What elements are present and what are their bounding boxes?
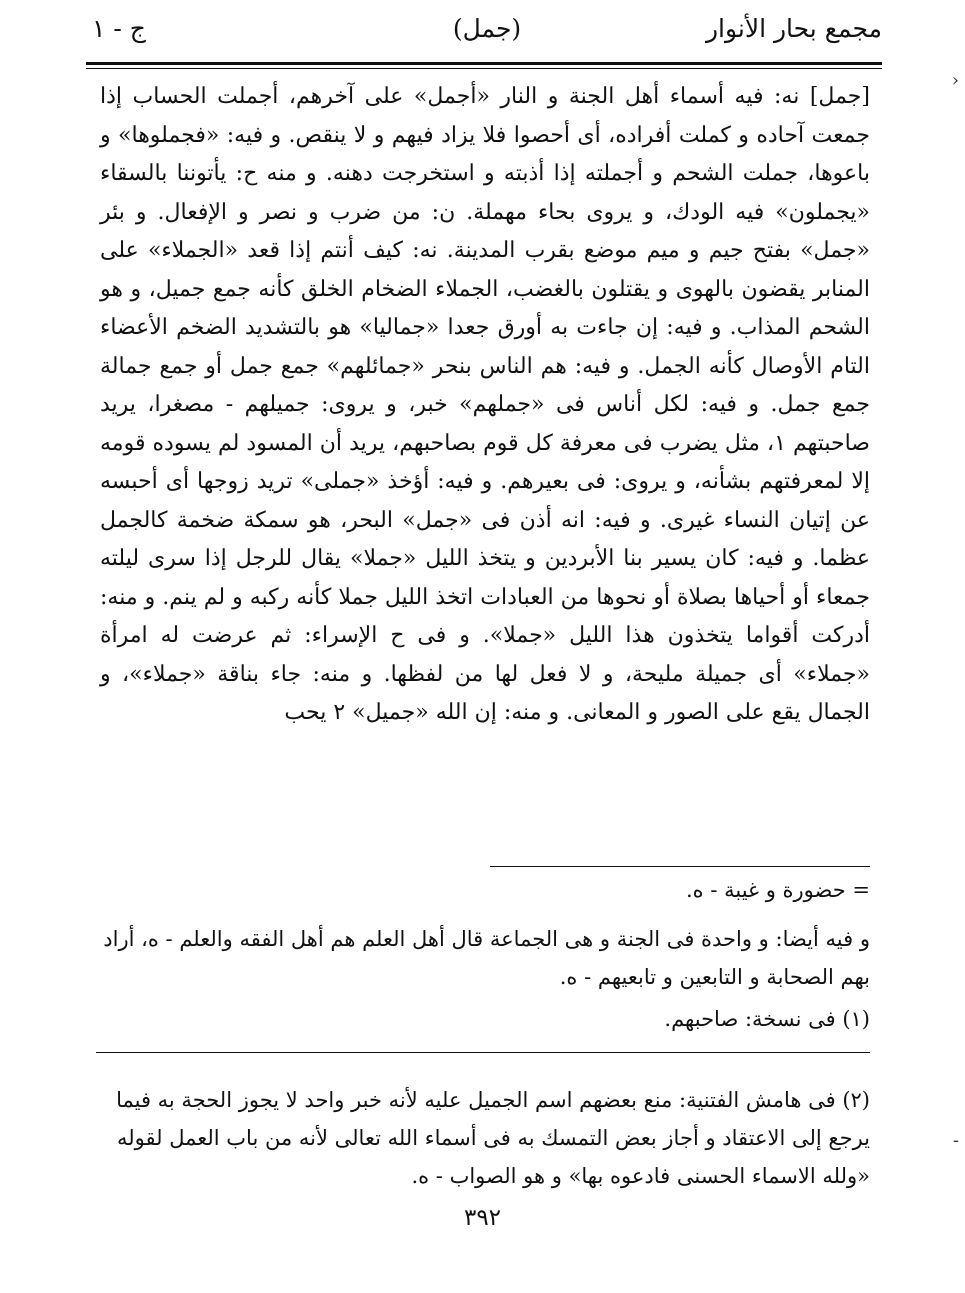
book-title: مجمع بحار الأنوار [705, 14, 882, 43]
main-text [100, 78, 870, 733]
footnote-1: (١) فى نسخة: صاحبهم. [664, 1007, 870, 1031]
footnote-rule [96, 1052, 870, 1053]
notes-top [100, 920, 870, 1042]
continuation-rule [490, 866, 870, 867]
footnote-2: (٢) فى هامش الفتنية: منع بعضهم اسم الجميل عليه لأنه خبر واحد لا يجوز الحجة به فيما يرجع إلى الاعتقاد و أجاز بعض التمسك به فى أسماء الله تعالى لأنه من باب العمل لقوله «ولله الاسماء الحسنى فادعوه بها» و هو الصواب - ه. [116, 1088, 870, 1188]
volume-number: ج - ١ [92, 14, 146, 43]
running-header [92, 14, 882, 54]
margin-mark: - [952, 1130, 959, 1151]
notes-bottom [100, 1060, 870, 1216]
main-paragraph: [جمل] نه: فيه أسماء أهل الجنة و النار «أجمل» على آخرهم، أجملت الحساب إذا جمعت آحاده و كملت أفراده، أى أحصوا فلا يزاد فيهم و لا ينقص. و فيه: «فجملوها» و باعوها، جملت الشحم و أجملته إذا أذبته و استخرجت دهنه. و منه ح: يأتوننا بالسقاء «يجملون» فيه الودك، و يروى بحاء مهملة. ن: من ضرب و نصر و الإفعال. و بئر «جمل» بفتح جيم و ميم موضع بقرب المدينة. نه: كيف أنتم إذا قعد «الجملاء» على المنابر يقضون بالهوى و يقتلون بالغضب، الجملاء الضخام الخلق كأنه جمع جميل، و هو الشحم المذاب. و فيه: إن جاءت به أورق جعدا «جماليا» هو بالتشديد الضخم الأعضاء التام الأوصال كأنه الجمل. و فيه: هم الناس بنحر «جمائلهم» جمع جمل أو جمع جمالة جمع جمل. و فيه: لكل أناس فى «جملهم» خبر، و يروى: جميلهم - مصغرا، يريد صاحبتهم ١، مثل يضرب فى معرفة كل قوم بصاحبهم، يريد أن المسود لم يسوده قومه إلا لمعرفتهم بشأنه، و يروى: فى بعيرهم. و فيه: أؤخذ «جملى» تريد زوجها أى أحبسه عن إتيان النساء غيرى. و فيه: انه أذن فى «جمل» البحر، هو سمكة ضخمة كالجمل عظما. و فيه: كان يسير بنا الأبردين و يتخذ الليل «جملا» يقال للرجل إذا سرى ليلته جمعاء أو أحياها بصلاة أو نحوها من العبادات اتخذ الليل جملا كأنه ركبه و لم ينم. و منه: أدركت أقواما يتخذون هذا الليل «جملا». و فى ح الإسراء: ثم عرضت له امرأة «جملاء» أى جميلة مليحة، و لا فعل لها من لفظها. و منه: جاء بناقة «جملاء»، و الجمال يقع على الصور و المعانى. و منه: إن الله «جميل» ٢ يحب [100, 84, 870, 725]
entry-keyword: (جمل) [452, 14, 522, 43]
page-number: ٣٩٢ [463, 1205, 502, 1231]
margin-mark: › [951, 70, 959, 91]
note-paragraph: و فيه أيضا: و واحدة فى الجنة و هى الجماعة قال أهل العلم هم أهل الفقه والعلم - ه، أراد بهم الصحابة و التابعين و تابعيهم - ه. [103, 927, 870, 989]
continuation-note: = حضورة و غيبة - ه. [686, 878, 870, 902]
header-rule-thin [86, 68, 882, 69]
header-rule-thick [86, 62, 882, 65]
